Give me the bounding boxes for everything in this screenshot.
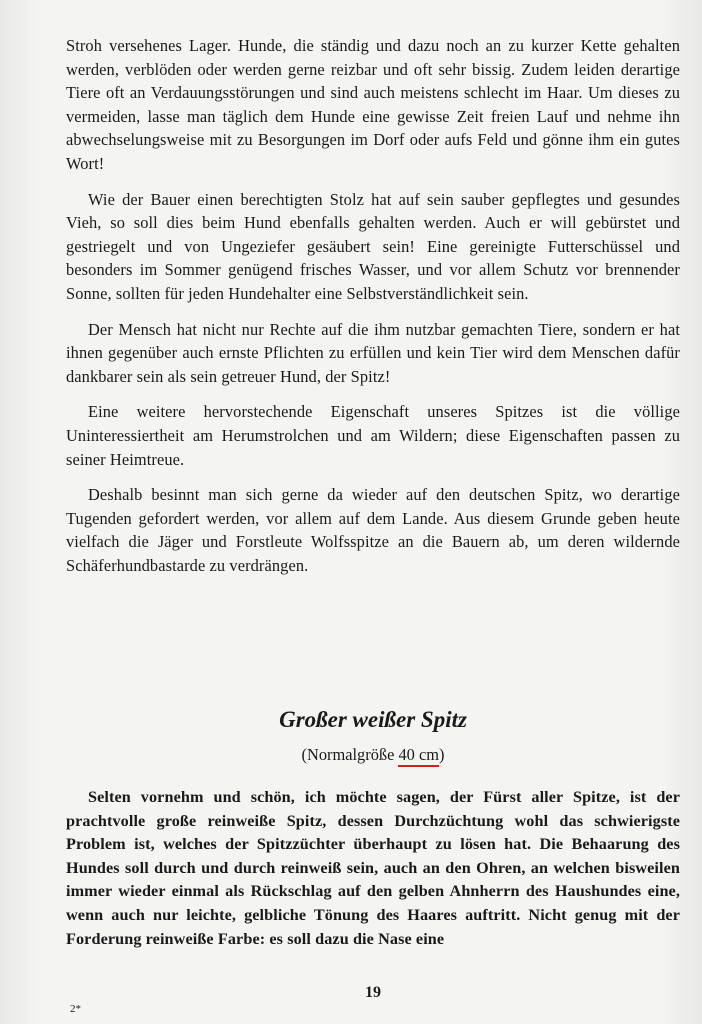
body-text-top <box>66 34 680 589</box>
paragraph-4: Eine weitere hervorstechende Eigenschaft unseres Spitzes ist die völlige Uninteressiertheit am Herumstrolchen und am Wildern; diese Eigenschaften passen zu seiner Heimtreue. <box>66 402 680 469</box>
paragraph-3: Der Mensch hat nicht nur Rechte auf die ihm nutzbar gemachten Tiere, sondern er hat ihnen gegenüber auch ernste Pflichten zu erfüllen und kein Tier wird dem Menschen dafür dankbarer sein als sein getreuer Hund, der Spitz! <box>66 319 680 386</box>
section-title: Großer weißer Spitz <box>279 707 467 732</box>
paragraph-2: Wie der Bauer einen berechtigten Stolz hat auf sein sauber gepflegtes und gesundes Vieh, so soll dies beim Hund ebenfalls gehalten werden. Auch er will gebürstet und gestriegelt und von Ungeziefer gesäubert sein! Eine gereinigte Futterschüssel und besonders im Sommer genügend frisches Wasser, und vor allem Schutz vor brennender Sonne, sollten für jeden Hundehalter eine Selbstverständlichkeit sein. <box>66 189 680 303</box>
paragraph-6: Selten vornehm und schön, ich möchte sagen, der Fürst aller Spitze, ist der prachtvolle große reinweiße Spitz, dessen Durchzüchtung wohl das schwierigste Problem ist, welches der Spitzzüchter überhaupt zu lösen hat. Die Behaarung des Hundes soll durch und durch reinweiß sein, auch an den Ohren, an welchen bisweilen immer wieder einmal als Rückschlag auf den gelben Ahnherrn des Haushundes eine, wenn auch nur leichte, gelbliche Tönung des Haares auftritt. Nicht genug mit der Forderung reinweiße Farbe: es soll dazu die Nase eine <box>66 788 680 948</box>
subtitle-suffix: ) <box>439 745 445 764</box>
paragraph-1: Stroh versehenes Lager. Hunde, die ständig und dazu noch an zu kurzer Kette gehalten werden, verblöden oder werden gerne reizbar und oft sehr bissig. Zudem leiden derartige Tiere oft an Verdauungsstörungen und sind auch meistens schlecht im Haar. Um dieses zu vermeiden, lasse man täglich dem Hunde eine gewisse Zeit freien Lauf und nehme ihn abwechselungsweise mit zu Besorgungen im Dorf oder aufs Feld und gönne ihm ein gutes Wort! <box>66 36 680 173</box>
normal-size-value: 40 cm <box>398 745 439 767</box>
page-number: 19 <box>365 984 381 1001</box>
section-subtitle <box>66 745 680 765</box>
signature-mark: 2* <box>70 1003 81 1015</box>
paragraph-5: Deshalb besinnt man sich gerne da wieder auf den deutschen Spitz, wo derartige Tugenden gefordert werden, vor allem auf dem Lande. Aus diesem Grunde geben heute vielfach die Jäger und Forstleute Wolfsspitze an die Bauern ab, um deren wildernde Schäferhundbastarde zu verdrängen. <box>66 485 680 575</box>
subtitle-prefix: (Normalgröße <box>301 745 399 764</box>
body-text-bottom <box>66 786 680 963</box>
